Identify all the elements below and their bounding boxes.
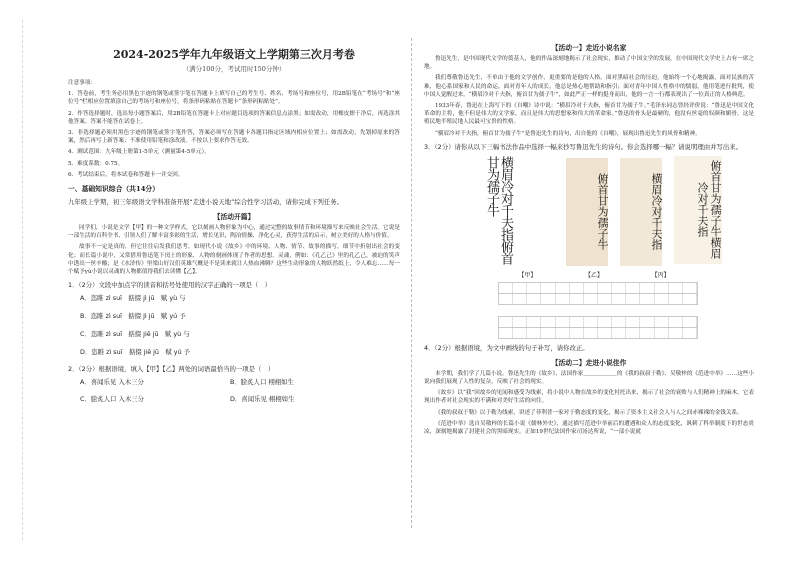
passage-paragraph: 《范进中举》选自吴敬梓的长篇小说《儒林外史》，通过描写范进中举前后的遭遇和众人的态度变化，讽刺了科举制度下的世态炎凉，深刻地揭露了封建社会的黑暗现实。正如19世纪法国作家司汤达所说，“一部小说就 bbox=[424, 420, 754, 436]
column-divider bbox=[411, 38, 412, 528]
q1-option-d[interactable]: D．恣睢 zì suī 掂掇 jiē jū 赋 yú 予 bbox=[80, 348, 191, 357]
question-4: 4．（2分）根据语境，为文中画线的句子补写，请你改正。 bbox=[424, 343, 589, 352]
calligraphy-bing: 俯首甘为孺子牛横眉冷对千夫指 bbox=[674, 156, 722, 264]
label-jia: 【甲】 bbox=[518, 271, 537, 279]
passage-paragraph: 《我的叔叔于勒》以于勒为线索，讲述了菲利普一家对于勒态度的变化，揭示了资本主义社会人与人之间赤裸裸的金钱关系。 bbox=[435, 409, 743, 416]
calligraphy-samples bbox=[424, 156, 754, 268]
notes-block bbox=[68, 79, 400, 179]
passage-paragraph: 鲁迅先生，是中国现代文学的奠基人，他的作品深刻地揭示了社会现实，推动了中国文学的发展，在中国现代文学史上占有一席之地。 bbox=[424, 56, 754, 71]
question-2: 2．（2分）根据语境，填入【甲】【乙】两处的词语最恰当的一项是（ ） bbox=[68, 365, 275, 374]
activity-2-heading: 【活动二】走进小说佳作 bbox=[551, 358, 627, 367]
passage-paragraph: “横眉冷对千夫指，俯首甘为孺子牛”是鲁迅先生的诗句，出自他的《自嘲》，展现出鲁迅先生的风骨和精神。 bbox=[435, 130, 701, 137]
activity-heading: 【活动开篇】 bbox=[213, 213, 255, 222]
right-column bbox=[424, 38, 754, 439]
q1-option-c[interactable]: C．恣睢 zì suī 掂掇 jiē jū 赋 yù 与 bbox=[80, 330, 190, 339]
left-column bbox=[68, 38, 400, 411]
passage-paragraph: 同学们，小说是文学【甲】的一种文学样式，它以刻画人物形象为中心，通过完整的故事情节和环境描写来反映社会生活。它说是一部生活的百科全书，引领人们了解丰富多彩的生活，增长见识，陶冶情操，净化心灵，获得生活的启示，树立美好的人格与价值。 bbox=[68, 225, 400, 240]
note-item: 6．考试结束后，将本试卷和答题卡一并交回。 bbox=[68, 171, 184, 178]
passage-paragraph: 故事不一定是真的，但它往往启发我们思考。如现代小说《故乡》中的环境、人物、情节、故事的描写，细节中折射出社会的变化；而长篇小说中，又常借用鲁迅笔下闰土的形象，人物的刻画体现了作者的思想。灵魂，例如：《孔乙己》里的孔乙己，被迫的笑声中透出一丝辛酸；是《水浒传》里梁山好汉们英雄气概是不是读来就让人热血沸腾？这些生动形象的人物跃然纸上，令人难忘……每一个赋予yù小说以灵魂的人物都值得我们去读懂【乙】。 bbox=[68, 244, 400, 276]
calligraphy-yi-left: 俯首甘为孺子牛 bbox=[566, 158, 608, 266]
q1-option-b[interactable]: B．恣睢 zì suī 掂掇 jì jū 赋 yú 予 bbox=[80, 312, 186, 321]
note-item: 1．答卷前，考生务必用黑色字迹的钢笔或签字笔在答题卡上填写自己的考生号、姓名、考场号和座位号，用2B铅笔在“考场号”和“座位号”栏相应位置填涂自己的考场号和座位号。将条形码粘贴在答题卡“条形码粘贴处”。 bbox=[68, 91, 400, 106]
calligraphy-labels bbox=[494, 270, 694, 279]
passage-paragraph: 《故乡》以“我”回故乡的见闻和感受为线索，将小说中人物在故乡的变化衬托出来，揭示了社会的衰败与人们精神上的麻木。它表现出作者对社会现实的不满和对美好生活的向往。 bbox=[424, 390, 754, 405]
q2-option-b[interactable]: B．脍炙人口 栩栩如生 bbox=[230, 378, 294, 387]
calligraphy-yi-right: 横眉冷对千夫指 bbox=[620, 158, 662, 266]
passage-paragraph: 我们尊敬鲁迅先生，不单由于他的文学创作，更重要的是他的人格。面对黑暗社会的压迫，他始终一个心地揭露，面对民族的苦难，他心系国家和人民的命运。面对青年人的成长，他总是热心地帮助和指引；面对青年中国人性格中的懦弱，他用笔进行批判，使中国人觉醒过来。“横眉冷对千夫指，俯首甘为孺子牛”，如此严正一样的挺身而出，他的一言一行都表现出了一位真正的人格典范。 bbox=[424, 75, 754, 98]
q1-option-a[interactable]: A．恣睢 zì suī 掂掇 jì jū 赋 yù 与 bbox=[80, 294, 186, 303]
note-item: 3．非选择题必须用黑色字迹的钢笔或签字笔作答，答案必须写在答题卡各题目指定区域内相应位置上；如需改动，先划掉原来的答案，然后再写上新答案；不准使用铅笔和涂改液。不按以上要求作答无效。 bbox=[68, 130, 400, 145]
answer-grid-1[interactable] bbox=[498, 282, 698, 305]
section-heading: 一、基础知识综合（共14分） bbox=[68, 185, 160, 194]
question-3: 3．（2分）请你从以下三幅书法作品中选择一幅来抄写鲁迅先生的诗句。你会选择哪一幅？请说明理由并写出来。 bbox=[424, 142, 743, 151]
activity-1-heading: 【活动一】走近小说名家 bbox=[551, 44, 627, 52]
page-title: 2024-2025学年九年级语文上学期第三次月考卷 bbox=[113, 48, 355, 61]
calligraphy-jia: 横眉冷对千夫指俯首甘为孺子牛 bbox=[484, 155, 513, 264]
q2-option-d[interactable]: D．喜闻乐见 栩栩如生 bbox=[230, 395, 295, 404]
q2-options-row bbox=[80, 377, 400, 386]
label-bing: 【丙】 bbox=[651, 271, 670, 279]
q2-option-a[interactable]: A．喜闻乐见 入木三分 bbox=[80, 378, 144, 387]
label-yi: 【乙】 bbox=[584, 271, 603, 279]
section-intro: 九年级上学期，初三年级语文学科准备开展“走进小说天地”综合性学习活动，请你完成下列任务。 bbox=[68, 198, 344, 207]
question-1: 1．（2分）文段中加点字的读音和括号处使用的汉字正确的一项是（ ） bbox=[68, 281, 272, 290]
binding-margin-line bbox=[22, 20, 23, 540]
note-item: 4．测试范围：九年级上册第1-5单元（测量第4-5单元）。 bbox=[68, 149, 210, 156]
q2-options-row bbox=[80, 394, 400, 403]
notes-heading: 注意事项： bbox=[68, 80, 96, 86]
q2-option-c[interactable]: C．脍炙人口 入木三分 bbox=[80, 395, 145, 404]
answer-grid-2[interactable] bbox=[498, 316, 698, 339]
page-subtitle: （满分100分，考试用时150分钟） bbox=[182, 65, 286, 73]
passage-paragraph: 1933年春，鲁迅在上海写下的《自嘲》诗中说：“横眉冷对千夫指，俯首甘为孺子牛。”毛泽东同志曾经评价说：“鲁迅是中国文化革命的主将，他不但是伟大的文学家，而且是伟大的思想家和伟大的革命家。”鲁迅的骨头是最硬的，他没有丝毫的奴颜和媚骨，这是殖民地半殖民地人民最可宝贵的性格。 bbox=[424, 103, 754, 126]
passage-paragraph: 本学期，我们学了几篇小说。鲁迅先生的《故乡》、法国作家＿＿＿＿＿＿的《我的叔叔于勒》、吴敬梓的《范进中举》……这些小说向我们展现了人性的复杂，反映了社会的现实。 bbox=[424, 370, 754, 386]
note-item: 2．作答选择题时，选出每小题答案后，用2B铅笔在答题卡上对应题目选项的答案信息点涂黑；如需改动，用橡皮擦干净后，再选涂其他答案。答案不能答在试卷上。 bbox=[68, 110, 400, 125]
note-item: 5．难度系数：0.75。 bbox=[68, 160, 124, 167]
